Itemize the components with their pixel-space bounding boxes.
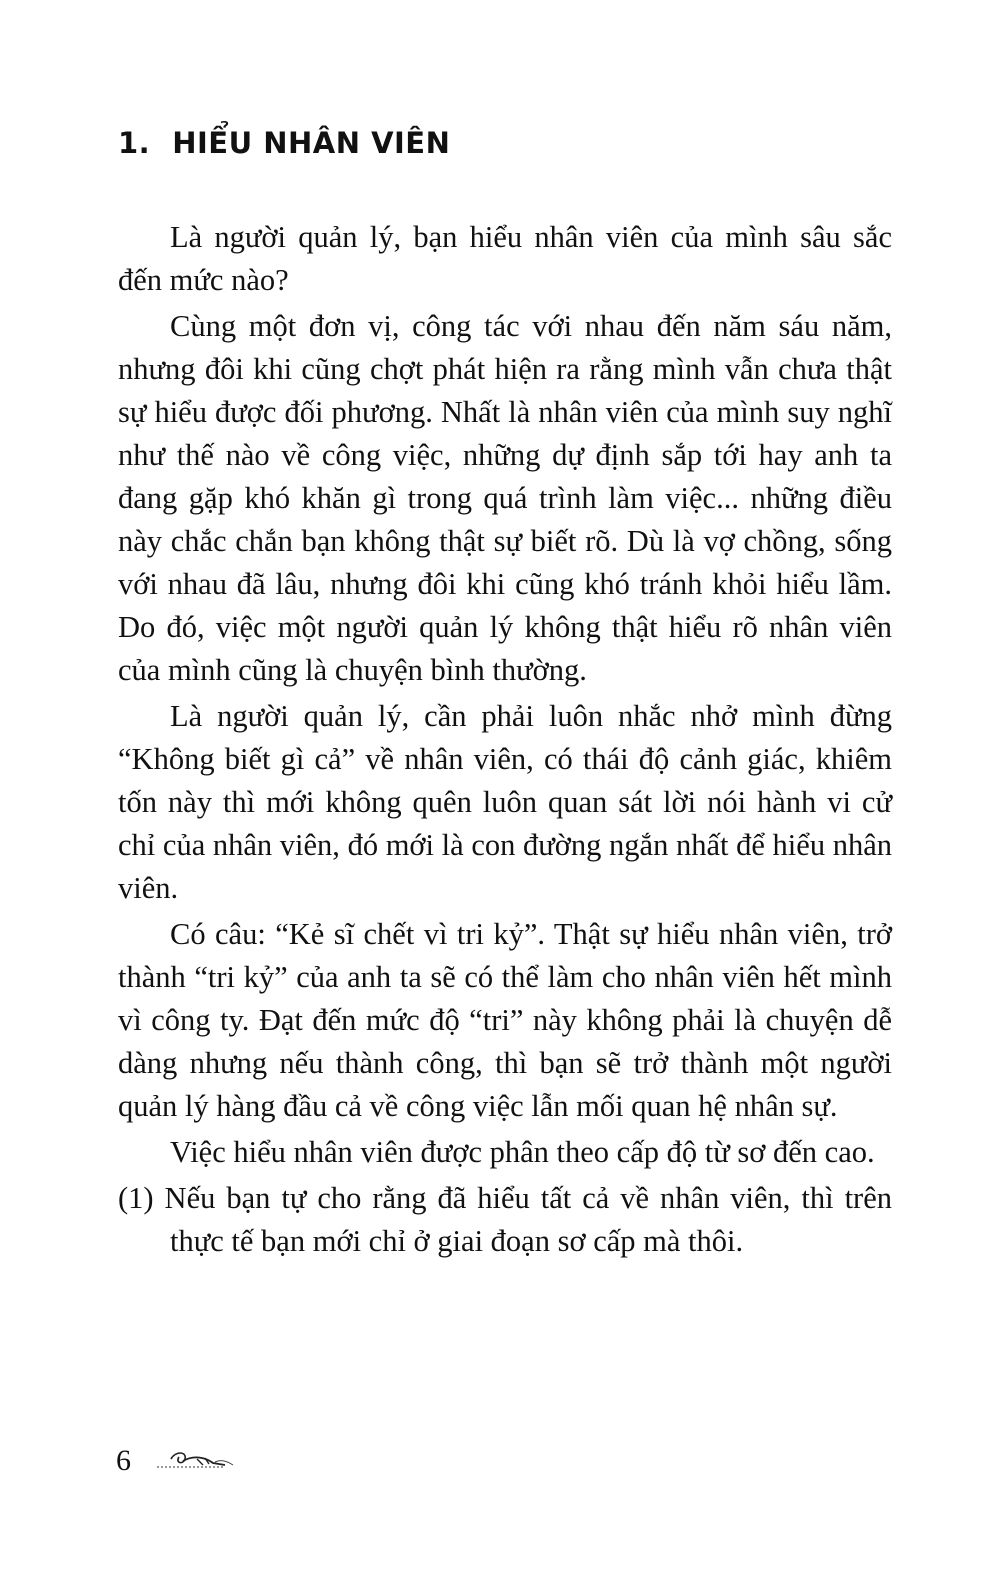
paragraph: Là người quản lý, cần phải luôn nhắc nhở mình đừng “Không biết gì cả” về nhân viên, có thái độ cảnh giác, khiêm tốn này thì mới không quên luôn quan sát lời nói hành vi cử chỉ của nhân viên, đó mới là con đường ngắn nhất để hiểu nhân viên. bbox=[118, 699, 892, 905]
swirl-ornament-icon bbox=[153, 1445, 243, 1478]
paragraph: Việc hiểu nhân viên được phân theo cấp độ từ sơ đến cao. bbox=[170, 1135, 875, 1169]
section-title: HIỂU NHÂN VIÊN bbox=[172, 126, 451, 160]
page-footer bbox=[116, 1444, 243, 1484]
body-text bbox=[118, 216, 892, 1263]
paragraph: Có câu: “Kẻ sĩ chết vì tri kỷ”. Thật sự hiểu nhân viên, trở thành “tri kỷ” của anh ta sẽ có thể làm cho nhân viên hết mình vì công ty. Đạt đến mức độ “tri” này không phải là chuyện dễ dàng nhưng nếu thành công, thì bạn sẽ trở thành một người quản lý hàng đầu cả về công việc lẫn mối quan hệ nhân sự. bbox=[118, 917, 892, 1123]
section-number: 1. bbox=[118, 126, 151, 160]
page-number: 6 bbox=[116, 1444, 131, 1477]
paragraph: Là người quản lý, bạn hiểu nhân viên của mình sâu sắc đến mức nào? bbox=[118, 220, 892, 297]
paragraph: Cùng một đơn vị, công tác với nhau đến năm sáu năm, nhưng đôi khi cũng chợt phát hiện ra rằng mình vẫn chưa thật sự hiểu được đối phương. Nhất là nhân viên của mình suy nghĩ như thế nào về công việc, những dự định sắp tới hay anh ta đang gặp khó khăn gì trong quá trình làm việc... những điều này chắc chắn bạn không thật sự biết rõ. Dù là vợ chồng, sống với nhau đã lâu, nhưng đôi khi cũng khó tránh khỏi hiểu lầm. Do đó, việc một người quản lý không thật hiểu rõ nhân viên của mình cũng là chuyện bình thường. bbox=[118, 309, 892, 687]
section-heading bbox=[118, 126, 450, 160]
list-item: (1) Nếu bạn tự cho rằng đã hiểu tất cả về nhân viên, thì trên thực tế bạn mới chỉ ở giai đoạn sơ cấp mà thôi. bbox=[118, 1181, 892, 1258]
